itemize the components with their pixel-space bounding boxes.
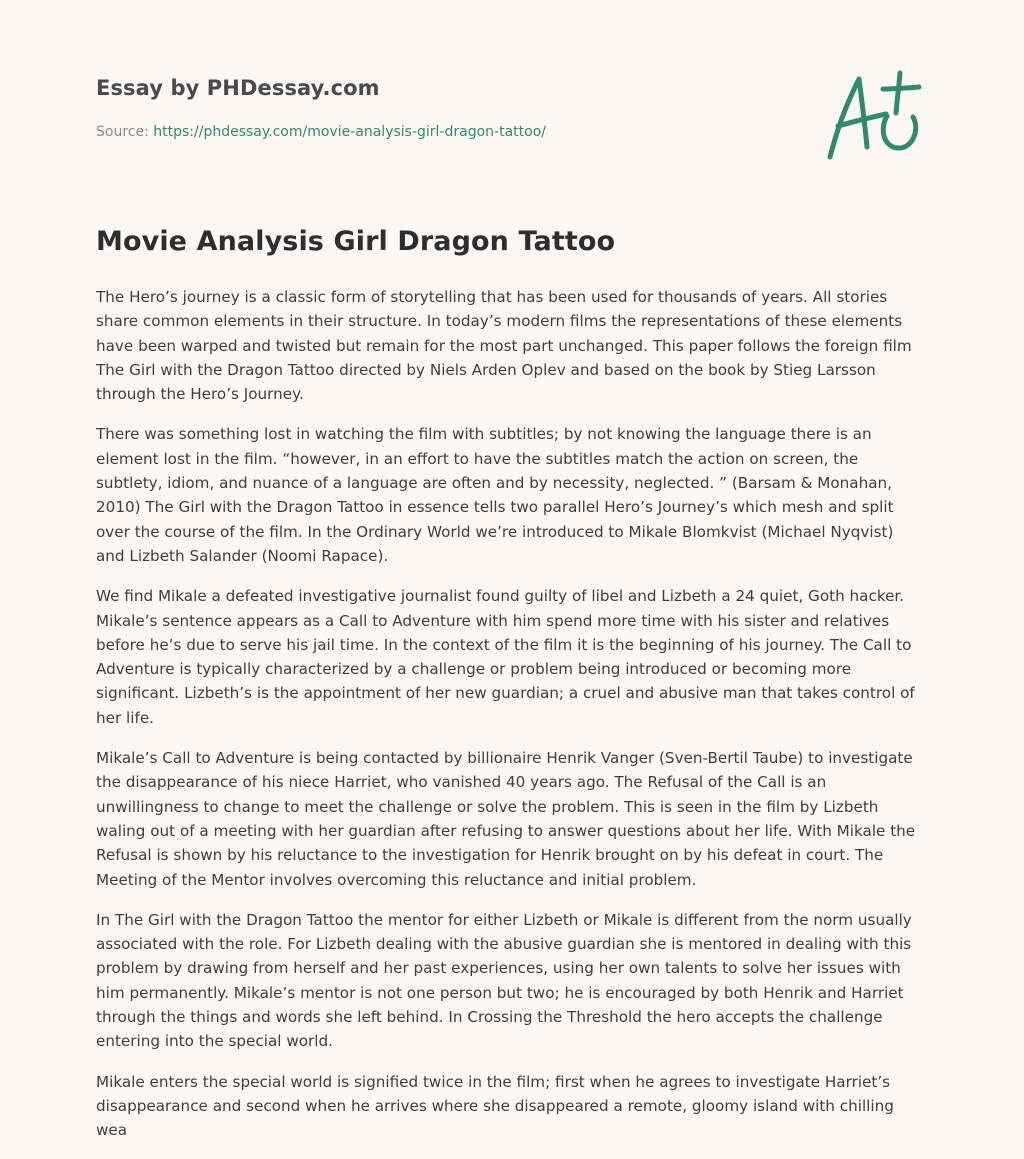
essay-paragraph: There was something lost in watching the film with subtitles; by not knowing the language there is an element lost in the film. “however, in an effort to have the subtitles match the action on screen, the subtlety, idiom, and nuance of a language are often and by necessity, neglected. ” (Barsam & Monahan, 2010) The Girl with the Dragon Tattoo in essence tells two parallel Hero’s Journey’s which mesh and split over the course of the film. In the Ordinary World we’re introduced to Mikale Blomkvist (Michael Nyqvist) and Lizbeth Salander (Noomi Rapace). — [96, 425, 894, 565]
a-plus-grade-icon — [820, 68, 924, 164]
essay-paragraph: Mikale’s Call to Adventure is being contacted by billionaire Henrik Vanger (Sven-Bertil Taube) to investigate the disappearance of his niece Harriet, who vanished 40 years ago. The Refusal of the Call is an unwillingness to change to meet the challenge or solve the problem. This is seen in the film by Lizbeth waling out of a meeting with her guardian after refusing to answer questions about her life. With Mikale the Refusal is shown by his reluctance to the investigation for Henrik brought on by his defeat in court. The Meeting of the Mentor involves overcoming this reluctance and initial problem. — [96, 749, 916, 889]
essay-title: Movie Analysis Girl Dragon Tattoo — [96, 226, 616, 257]
essay-paragraph: We find Mikale a defeated investigative journalist found guilty of libel and Lizbeth a 24 quiet, Goth hacker. Mikale’s sentence appears as a Call to Adventure with him spend more time with his sister and relatives before he’s due to serve his jail time. In the context of the film it is the beginning of his journey. The Call to Adventure is typically characterized by a challenge or problem being introduced or becoming more significant. Lizbeth’s is the appointment of her new guardian; a cruel and abusive man that takes control of her life. — [96, 587, 915, 727]
source-label: Source: — [96, 124, 149, 140]
source-line — [96, 124, 546, 140]
page-header — [96, 0, 920, 236]
essay-paragraph: The Hero’s journey is a classic form of storytelling that has been used for thousands of years. All stories share common elements in their structure. In today’s modern films the representations of these elements have been warped and twisted but remain for the most part unchanged. This paper follows the foreign film The Girl with the Dragon Tattoo directed by Niels Arden Oplev and based on the book by Stieg Larsson through the Hero’s Journey. — [96, 288, 912, 404]
source-link[interactable]: https://phdessay.com/movie-analysis-girl-dragon-tattoo/ — [153, 124, 546, 140]
site-brand: Essay by PHDessay.com — [96, 76, 380, 100]
essay-paragraph: Mikale enters the special world is signified twice in the film; first when he agrees to investigate Harriet’s disappearance and second when he arrives where she disappeared a remote, gloomy island with chilling wea — [96, 1072, 894, 1140]
essay-body — [96, 285, 924, 1159]
essay-paragraph: In The Girl with the Dragon Tattoo the mentor for either Lizbeth or Mikale is different from the norm usually associated with the role. For Lizbeth dealing with the abusive guardian she is mentored in dealing with this problem by drawing from herself and her past experiences, using her own talents to solve her issues with him permanently. Mikale’s mentor is not one person but two; he is encouraged by both Henrik and Harriet through the things and words she left behind. In Crossing the Threshold the hero accepts the challenge entering into the special world. — [96, 910, 912, 1051]
